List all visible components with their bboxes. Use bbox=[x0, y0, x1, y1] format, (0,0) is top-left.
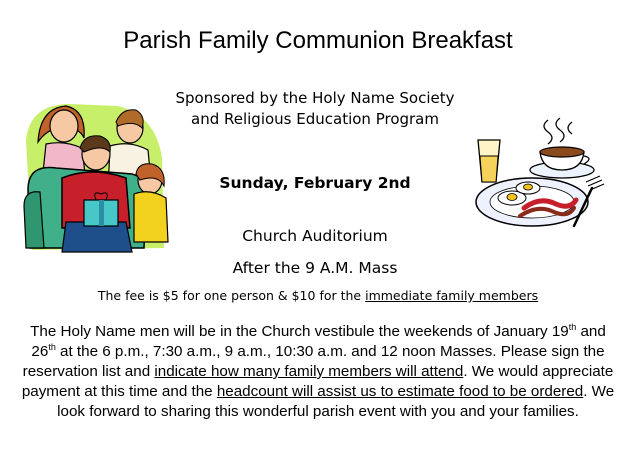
details-underline-1: indicate how many family members will attend bbox=[154, 363, 464, 380]
details-text-2: and 26 bbox=[31, 323, 606, 360]
family-illustration bbox=[22, 82, 172, 260]
ordinal-suffix-1: th bbox=[568, 321, 577, 332]
details-paragraph bbox=[18, 322, 618, 422]
flyer-title: Parish Family Communion Breakfast bbox=[123, 27, 513, 54]
sponsor-block bbox=[130, 88, 500, 130]
event-date: Sunday, February 2nd bbox=[219, 174, 411, 192]
event-location: Church Auditorium bbox=[242, 227, 388, 245]
sponsor-line-2: and Religious Education Program bbox=[191, 110, 439, 128]
breakfast-illustration bbox=[470, 112, 610, 232]
details-text-1: The Holy Name men will be in the Church vestibule the weekends of January 19 bbox=[30, 323, 569, 340]
fee-line bbox=[0, 287, 636, 305]
fee-text: The fee is $5 for one person & $10 for the bbox=[97, 288, 366, 303]
fee-family-members: immediate family members bbox=[365, 288, 539, 303]
ordinal-suffix-2: th bbox=[48, 341, 56, 352]
details-underline-2: headcount will assist us to estimate food to be ordered bbox=[216, 383, 584, 400]
event-time: After the 9 A.M. Mass bbox=[232, 259, 398, 277]
details-text-3: at the 6 p.m., 7:30 a.m., 9 a.m., 10:30 a.m. and 12 noon Masses. Please sign the reservation list and bbox=[22, 343, 605, 380]
details-text-5: . We look forward to sharing this wonderful parish event with you and your families. bbox=[57, 383, 615, 420]
sponsor-line-1: Sponsored by the Holy Name Society bbox=[175, 89, 455, 107]
details-text-4: . We would appreciate payment at this time and the bbox=[21, 363, 614, 400]
